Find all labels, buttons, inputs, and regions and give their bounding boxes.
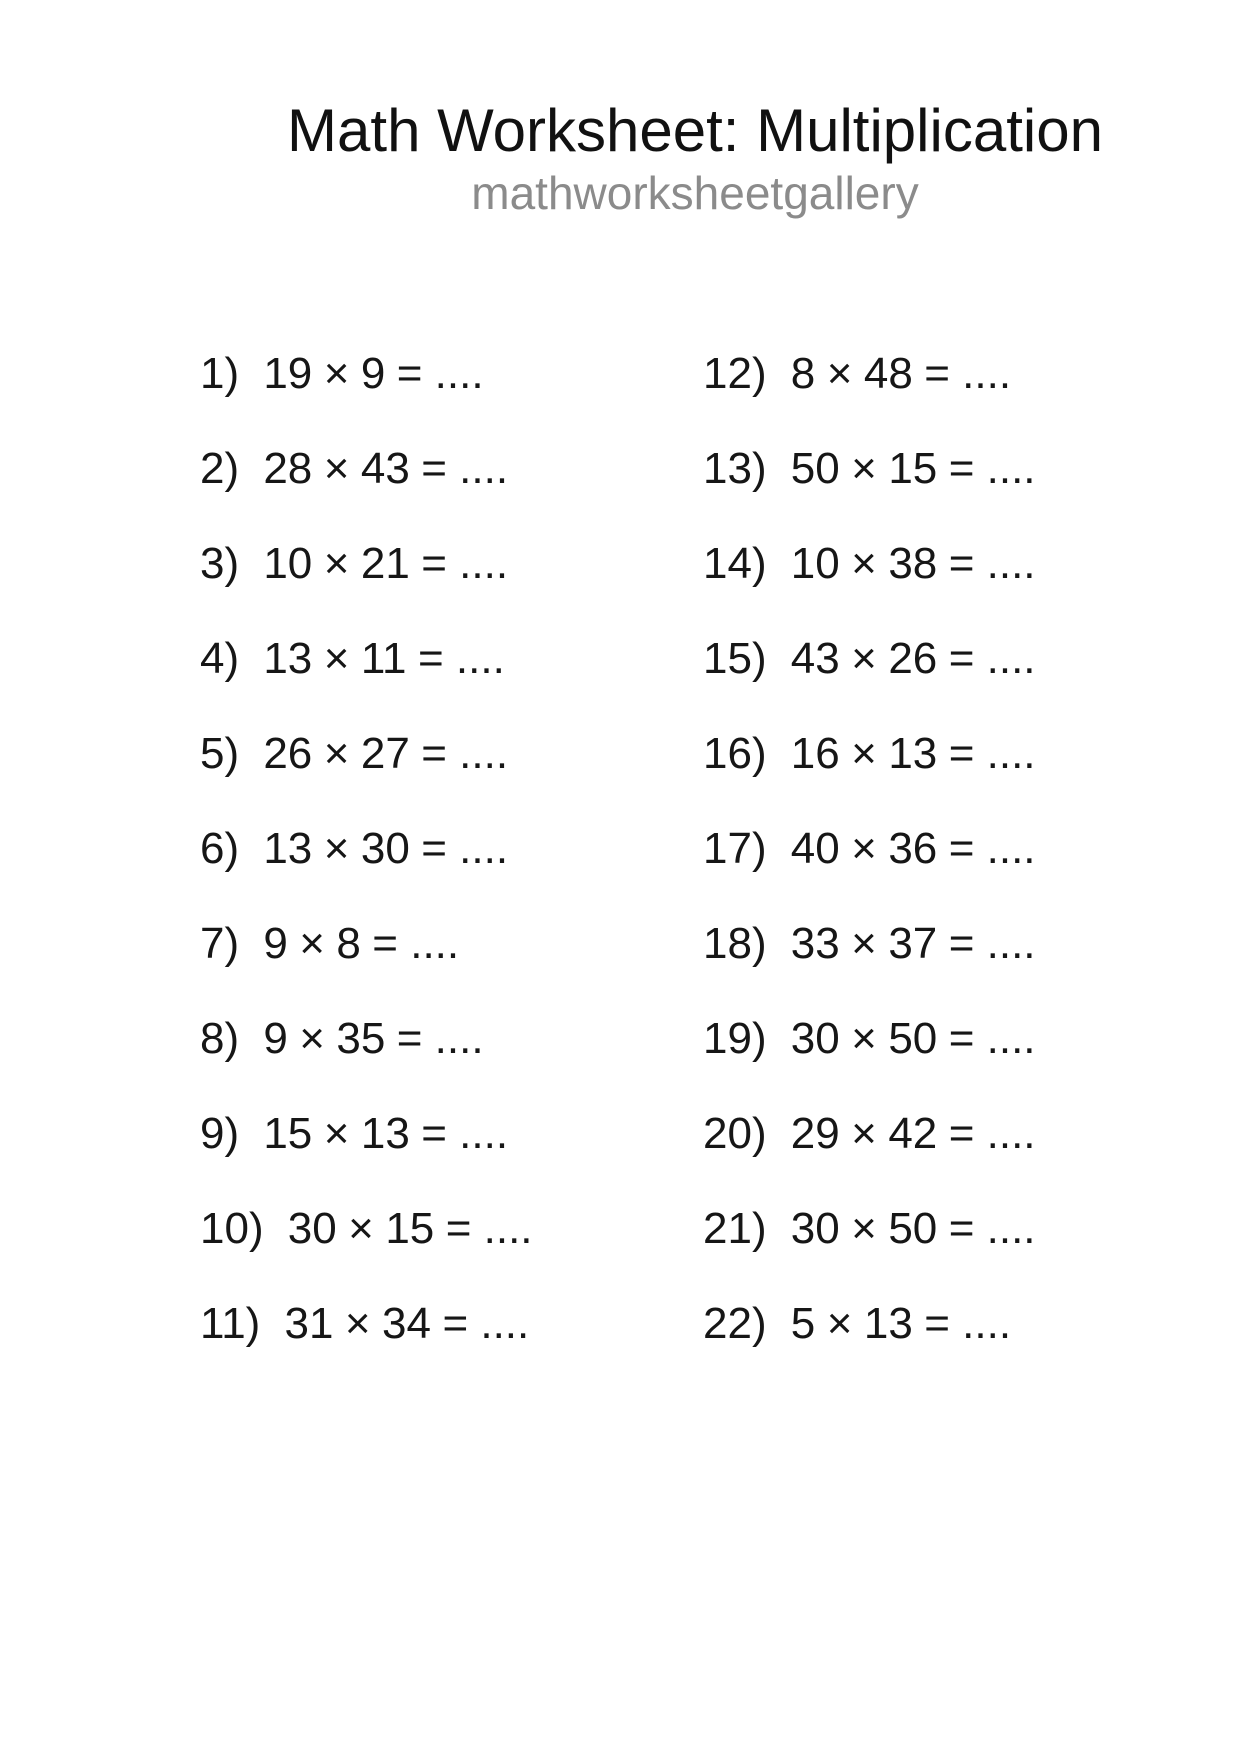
equals-blank: = ....: [421, 824, 509, 873]
factor-a: 26: [263, 729, 313, 778]
factor-a: 13: [263, 634, 313, 683]
problem-row: [200, 824, 533, 873]
problem-row: [703, 444, 1036, 493]
factor-b: 11: [360, 634, 407, 683]
factor-b: 8: [336, 919, 361, 968]
multiply-sign: ×: [299, 919, 325, 968]
multiply-sign: ×: [851, 444, 877, 493]
factor-b: 13: [888, 729, 938, 778]
multiply-sign: ×: [344, 1299, 371, 1348]
equals-blank: = ....: [924, 349, 1012, 398]
problem-row: [200, 729, 533, 778]
factor-a: 10: [790, 539, 840, 588]
multiply-sign: ×: [851, 634, 877, 683]
multiply-sign: ×: [851, 539, 877, 588]
problem-number: 19): [703, 1014, 767, 1063]
equals-blank: = ....: [445, 1204, 533, 1253]
problem-row: [200, 349, 533, 398]
multiply-sign: ×: [851, 729, 877, 778]
problems-column-right: [703, 349, 1036, 1397]
problem-number: 21): [703, 1204, 767, 1253]
factor-b: 9: [360, 349, 386, 398]
multiply-sign: ×: [851, 919, 877, 968]
factor-a: 31: [284, 1299, 334, 1348]
factor-a: 30: [790, 1014, 840, 1063]
equals-blank: = ....: [948, 539, 1036, 588]
problem-row: [703, 729, 1036, 778]
problem-number: 1): [200, 349, 240, 398]
problem-number: 13): [703, 444, 767, 493]
factor-b: 37: [888, 919, 938, 968]
problem-row: [703, 824, 1036, 873]
problem-row: [703, 919, 1036, 968]
factor-b: 13: [360, 1109, 410, 1158]
factor-b: 36: [888, 824, 938, 873]
equals-blank: = ....: [924, 1299, 1012, 1348]
problem-number: 7): [200, 919, 240, 968]
factor-b: 27: [360, 729, 410, 778]
equals-blank: = ....: [396, 349, 484, 398]
factor-b: 48: [863, 349, 913, 398]
problem-number: 20): [703, 1109, 767, 1158]
equals-blank: = ....: [372, 919, 460, 968]
equals-blank: = ....: [421, 1109, 509, 1158]
equals-blank: = ....: [948, 729, 1036, 778]
multiply-sign: ×: [323, 634, 350, 683]
problem-number: 11): [200, 1299, 261, 1348]
factor-a: 40: [790, 824, 840, 873]
multiply-sign: ×: [826, 1299, 853, 1348]
problem-row: [703, 1014, 1036, 1063]
problem-number: 14): [703, 539, 767, 588]
problem-row: [703, 539, 1036, 588]
problem-row: [200, 1014, 533, 1063]
problem-row: [200, 539, 533, 588]
factor-a: 13: [263, 824, 313, 873]
problem-number: 22): [703, 1299, 767, 1348]
factor-a: 9: [263, 1014, 288, 1063]
equals-blank: = ....: [421, 444, 509, 493]
problem-number: 6): [200, 824, 240, 873]
problem-row: [200, 1204, 533, 1253]
problem-number: 2): [200, 444, 240, 493]
problem-number: 16): [703, 729, 767, 778]
problem-row: [703, 1299, 1036, 1348]
factor-a: 43: [790, 634, 840, 683]
equals-blank: = ....: [417, 634, 505, 683]
equals-blank: = ....: [948, 824, 1036, 873]
multiply-sign: ×: [348, 1204, 374, 1253]
factor-b: 50: [888, 1204, 938, 1253]
problem-row: [200, 1299, 533, 1348]
factor-b: 34: [382, 1299, 431, 1348]
multiply-sign: ×: [826, 349, 853, 398]
factor-b: 26: [888, 634, 938, 683]
multiply-sign: ×: [323, 349, 350, 398]
multiply-sign: ×: [323, 824, 350, 873]
factor-b: 30: [360, 824, 410, 873]
problem-row: [200, 919, 533, 968]
problem-number: 18): [703, 919, 767, 968]
equals-blank: = ....: [396, 1014, 484, 1063]
problems-column-left: [200, 349, 533, 1397]
factor-a: 28: [263, 444, 313, 493]
multiply-sign: ×: [299, 1014, 325, 1063]
factor-b: 43: [360, 444, 410, 493]
problem-number: 15): [703, 634, 767, 683]
problem-row: [703, 349, 1036, 398]
multiply-sign: ×: [323, 539, 350, 588]
multiply-sign: ×: [851, 1204, 877, 1253]
equals-blank: = ....: [421, 729, 509, 778]
factor-b: 15: [385, 1204, 435, 1253]
factor-a: 16: [790, 729, 840, 778]
problem-number: 5): [200, 729, 240, 778]
page-subtitle: mathworksheetgallery: [471, 167, 919, 219]
factor-a: 50: [790, 444, 840, 493]
problem-row: [703, 634, 1036, 683]
factor-a: 8: [790, 349, 816, 398]
factor-b: 21: [360, 539, 410, 588]
factor-a: 19: [263, 349, 313, 398]
factor-a: 30: [287, 1204, 337, 1253]
multiply-sign: ×: [323, 1109, 350, 1158]
factor-b: 42: [888, 1109, 938, 1158]
factor-b: 38: [888, 539, 938, 588]
equals-blank: = ....: [948, 444, 1036, 493]
problem-number: 10): [200, 1204, 264, 1253]
problem-row: [200, 634, 533, 683]
multiply-sign: ×: [851, 1014, 877, 1063]
factor-a: 9: [263, 919, 288, 968]
factor-a: 33: [790, 919, 840, 968]
factor-a: 15: [263, 1109, 313, 1158]
equals-blank: = ....: [442, 1299, 530, 1348]
equals-blank: = ....: [948, 1014, 1036, 1063]
equals-blank: = ....: [421, 539, 509, 588]
factor-a: 10: [263, 539, 313, 588]
problem-row: [200, 1109, 533, 1158]
problem-number: 17): [703, 824, 767, 873]
factor-b: 35: [336, 1014, 386, 1063]
equals-blank: = ....: [948, 634, 1036, 683]
problem-number: 3): [200, 539, 240, 588]
worksheet-header: [185, 96, 1205, 220]
multiply-sign: ×: [323, 444, 350, 493]
factor-b: 50: [888, 1014, 938, 1063]
equals-blank: = ....: [948, 1109, 1036, 1158]
problem-number: 12): [703, 349, 767, 398]
problem-row: [703, 1204, 1036, 1253]
equals-blank: = ....: [948, 919, 1036, 968]
factor-b: 13: [863, 1299, 913, 1348]
factor-a: 5: [790, 1299, 816, 1348]
multiply-sign: ×: [851, 824, 877, 873]
page-title: Math Worksheet: Multiplication: [287, 97, 1103, 164]
factor-a: 30: [790, 1204, 840, 1253]
problem-row: [200, 444, 533, 493]
problem-number: 4): [200, 634, 240, 683]
factor-b: 15: [888, 444, 938, 493]
equals-blank: = ....: [948, 1204, 1036, 1253]
problem-number: 8): [200, 1014, 240, 1063]
factor-a: 29: [790, 1109, 840, 1158]
multiply-sign: ×: [323, 729, 350, 778]
multiply-sign: ×: [851, 1109, 877, 1158]
problem-number: 9): [200, 1109, 240, 1158]
problem-row: [703, 1109, 1036, 1158]
